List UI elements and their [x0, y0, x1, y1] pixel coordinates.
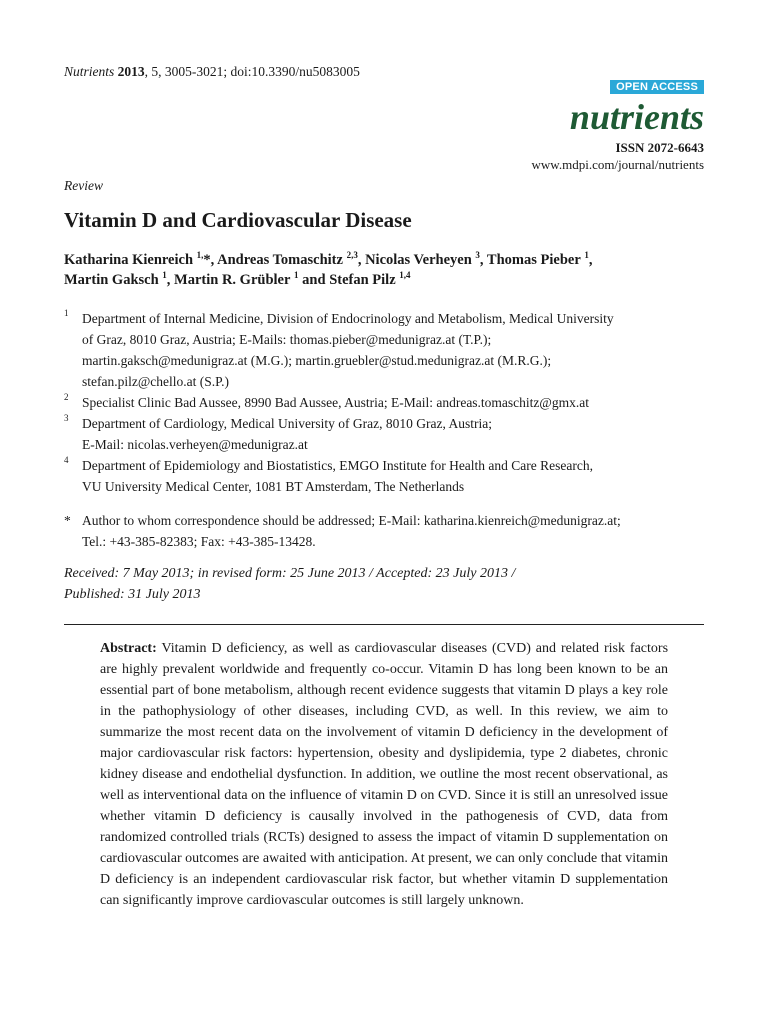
- affiliation-1: [64, 308, 724, 392]
- open-access-badge: OPEN ACCESS: [610, 80, 704, 94]
- affiliation-4: [64, 455, 724, 497]
- publication-dates: Received: 7 May 2013; in revised form: 25 June 2013 / Accepted: 23 July 2013 / Published: 31 July 2013: [64, 566, 516, 602]
- affiliation-number: 1: [64, 308, 69, 318]
- affiliation-number: 3: [64, 413, 69, 423]
- abstract: [100, 638, 668, 911]
- author: Martin R. Grübler $^1$ and: [174, 270, 330, 288]
- author: Stefan Pilz $^{1,4}$: [329, 270, 411, 288]
- author-list: [64, 250, 704, 290]
- citation-details: , 5, 3005-3021; doi:10.3390/nu5083005: [144, 64, 360, 79]
- asterisk-mark: *: [64, 513, 71, 528]
- author: Nicolas Verheyen $^3$,: [365, 250, 487, 268]
- author: Andreas Tomaschitz $^{2,3}$,: [217, 250, 366, 268]
- citation-journal: Nutrients: [64, 64, 115, 79]
- section-divider: [64, 624, 704, 625]
- affiliation-number: 4: [64, 455, 69, 465]
- abstract-label: Abstract:: [100, 641, 157, 656]
- article-type: Review: [64, 178, 103, 193]
- article-title: Vitamin D and Cardiovascular Disease: [64, 208, 412, 232]
- affiliation-text: Department of Epidemiology and Biostatistics, EMGO Institute for Health and Care Research, VU University Medical Center, 1081 BT Amsterdam, The Netherlands: [82, 458, 593, 494]
- affiliation-text: Department of Cardiology, Medical University of Graz, 8010 Graz, Austria; E-Mail: nicolas.verheyen@medunigraz.at: [82, 416, 493, 452]
- affiliation-text: Department of Internal Medicine, Division of Endocrinology and Metabolism, Medical University of Graz, 8010 Graz, Austria; E-Mails: thomas.pieber@medunigraz.at (T.P.); martin.gaksch@medunigraz.at (M.G.); martin.gruebler@stud.medunigraz.at (M.R.G.); stefan.pilz@chello.at (S.P.): [82, 311, 614, 389]
- journal-logo: nutrients: [569, 97, 704, 137]
- author: Martin Gaksch $^1$,: [64, 270, 175, 288]
- abstract-text: Vitamin D deficiency, as well as cardiovascular diseases (CVD) and related risk factors are highly prevalent worldwide and frequently co-occur. Vitamin D has long been known to be an essential part of bone metabolism, although recent evidence suggests that vitamin D plays a key role in the pathophysiology of other diseases, including CVD, as well. In this review, we aim to summarize the most recent data on the involvement of vitamin D deficiency in the development of major cardiovascular risk factors: hypertension, obesity and dyslipidemia, type 2 diabetes, chronic kidney disease and endothelial dysfunction. In addition, we outline the most recent observational, as well as interventional data on the influence of vitamin D on CVD. Since it is still an unresolved issue whether vitamin D deficiency is causally involved in the pathogenesis of CVD, data from randomized controlled trials (RCTs) designed to assess the impact of vitamin D supplementation on cardiovascular outcomes are awaited with anticipation. At present, we can only conclude that vitamin D deficiency is an independent cardiovascular risk factor, but whether vitamin D supplementation can significantly improve cardiovascular outcomes is still largely unknown.: [100, 641, 669, 908]
- journal-url[interactable]: www.mdpi.com/journal/nutrients: [531, 157, 704, 172]
- affiliation-2: [64, 392, 724, 413]
- affiliation-number: 2: [64, 392, 69, 402]
- affiliation-3: [64, 413, 724, 455]
- affiliation-text: Specialist Clinic Bad Aussee, 8990 Bad Aussee, Austria; E-Mail: andreas.tomaschitz@gmx.at: [82, 395, 589, 410]
- correspondence-note: [64, 510, 724, 552]
- author: Thomas Pieber $^1$,: [486, 250, 593, 268]
- issn: ISSN 2072-6643: [615, 140, 704, 155]
- citation-line: [64, 64, 360, 80]
- author: Katharina Kienreich $^{1,}$*,: [64, 250, 218, 268]
- correspondence-text: Author to whom correspondence should be addressed; E-Mail: katharina.kienreich@medunigraz.at; Tel.: +43-385-82383; Fax: +43-385-13428.: [82, 513, 621, 549]
- citation-year: 2013: [117, 64, 145, 79]
